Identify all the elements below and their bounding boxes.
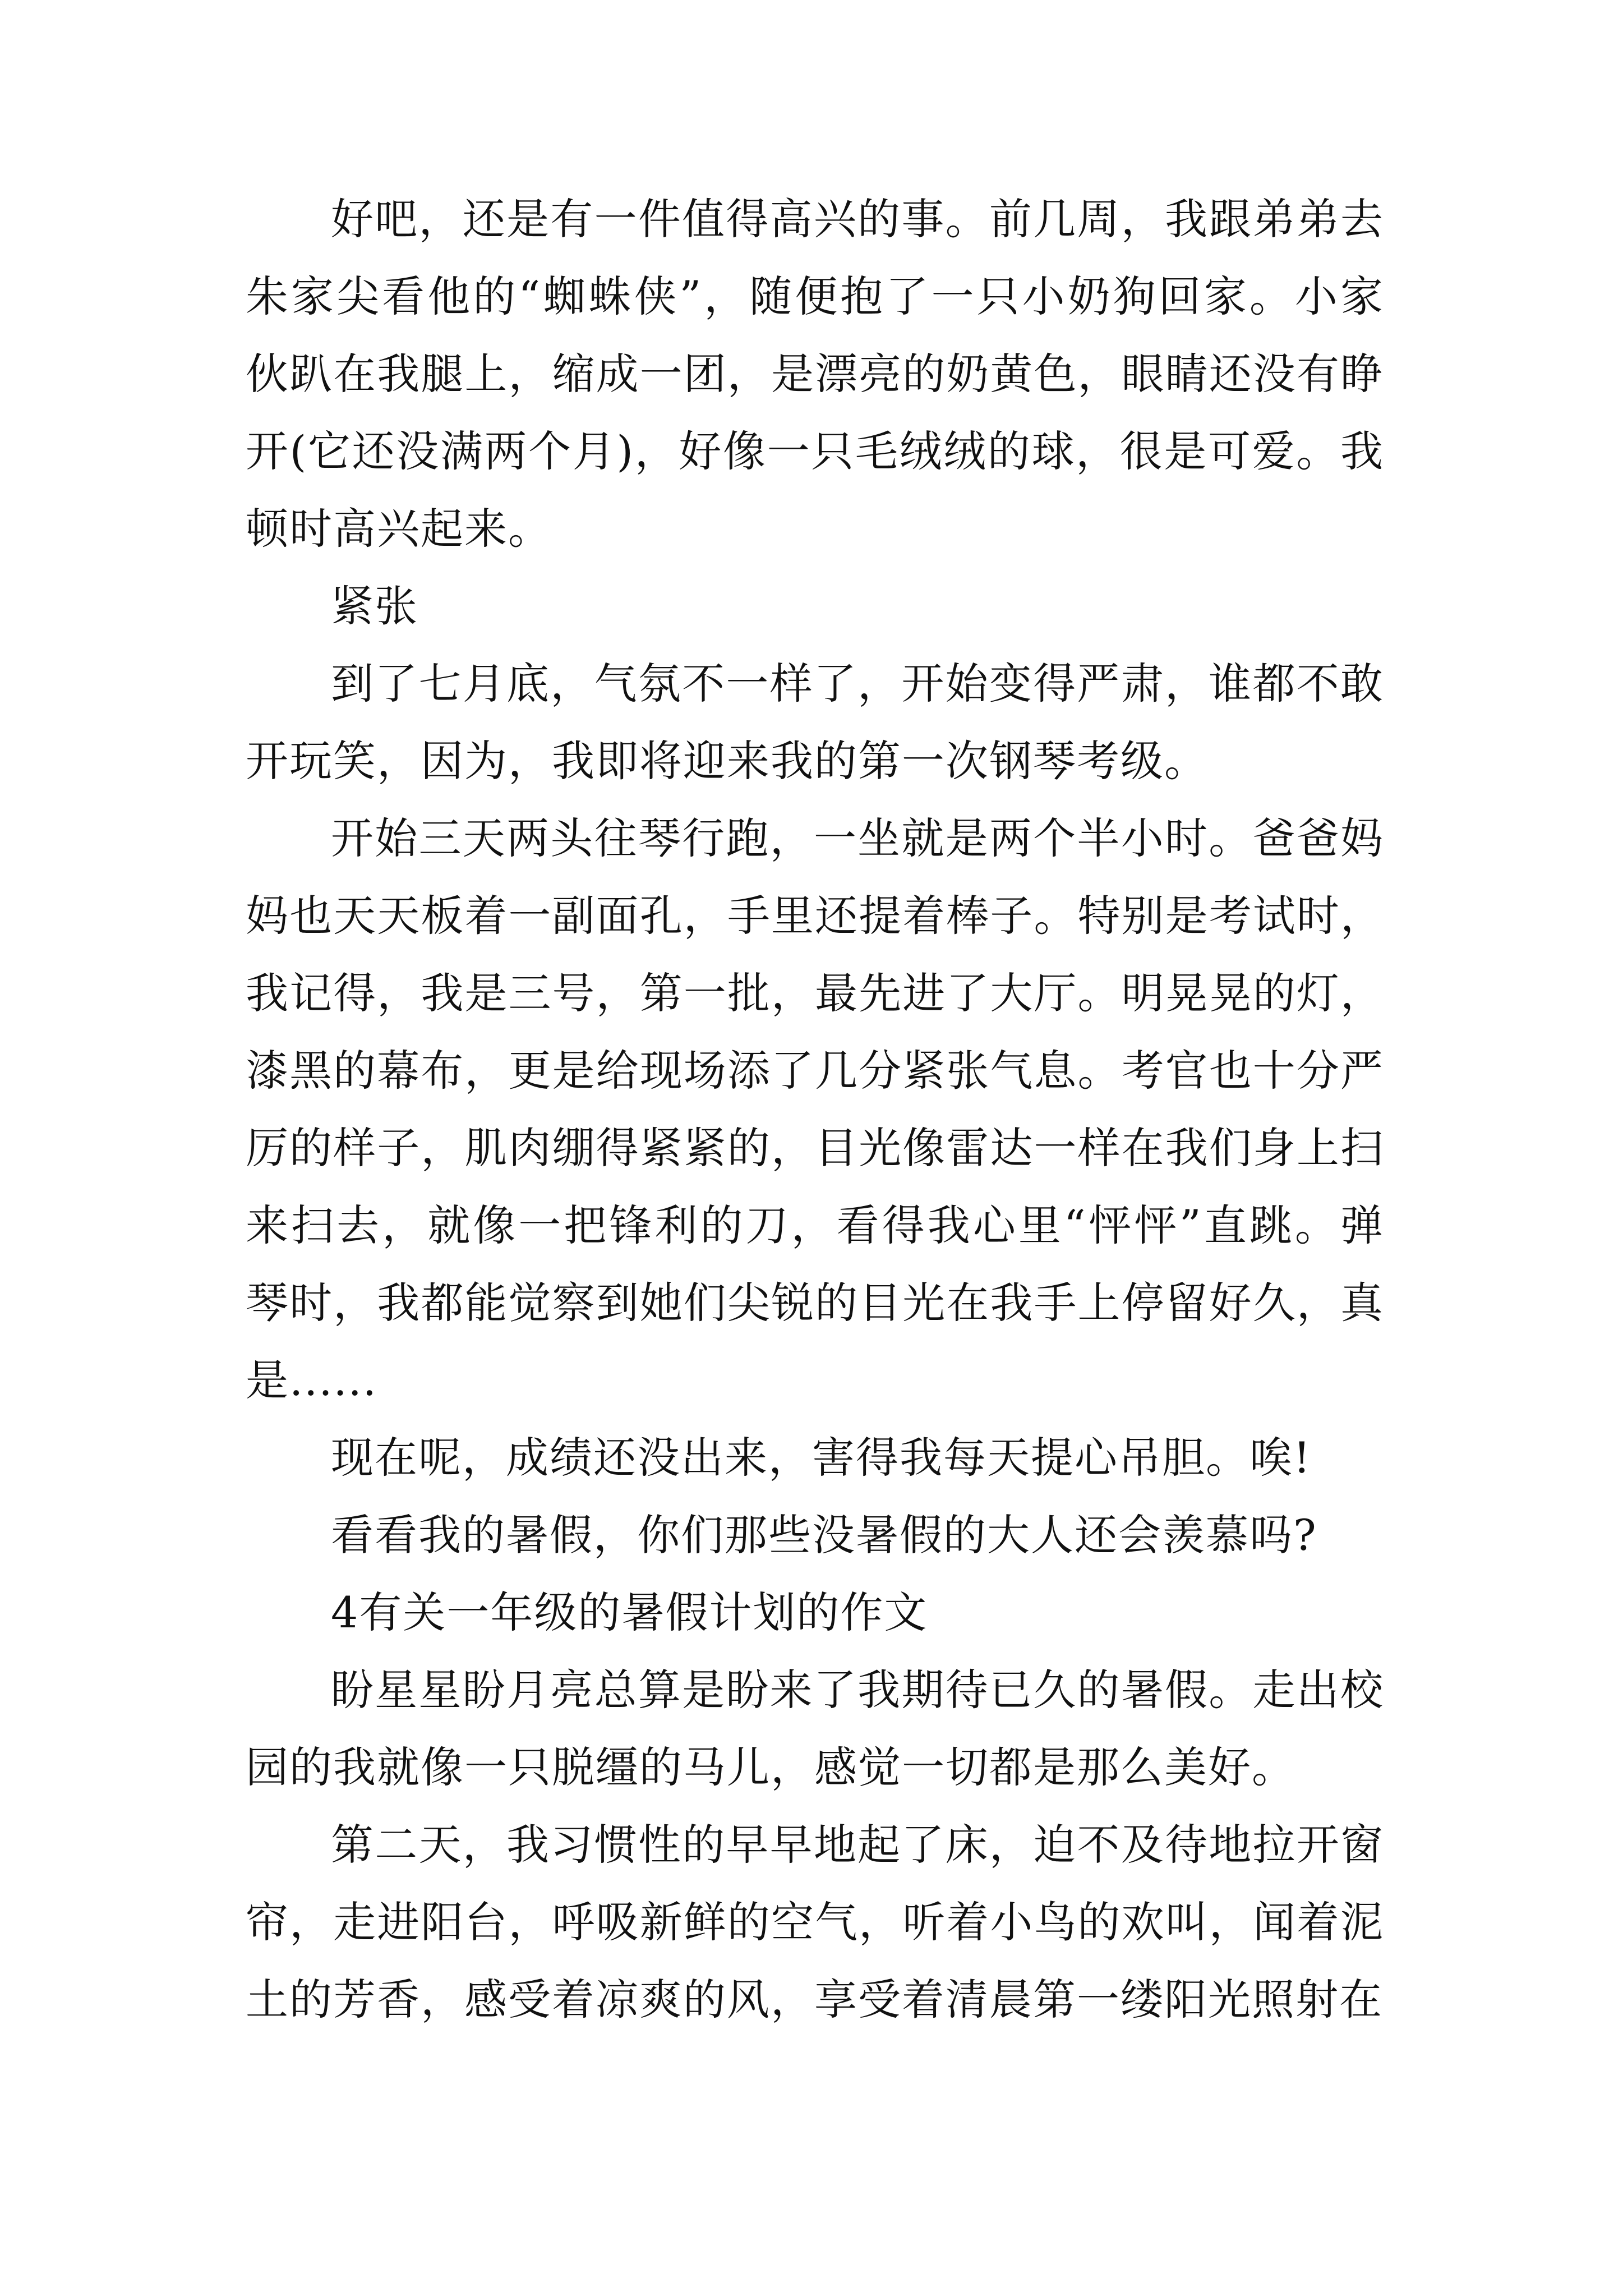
paragraph-summer-arrived: 盼星星盼月亮总算是盼来了我期待已久的暑假。走出校园的我就像一只脱缰的马儿，感觉一切都是那么美好。 [246,1665,1384,1792]
paragraph-july-exam: 到了七月底，气氛不一样了，开始变得严肃，谁都不敢开玩笑，因为，我即将迎来我的第一次钢琴考级。 [246,659,1384,786]
document-body [246,181,1384,2039]
section-heading-nervous: 紧张 [331,581,418,631]
paragraph-morning: 第二天，我习惯性的早早地起了床，迫不及待地拉开窗帘，走进阳台，呼吸新鲜的空气，听着小鸟的欢叫，闻着泥土的芳香，感受着凉爽的风，享受着清晨第一缕阳光照射在 [246,1820,1384,2024]
paragraph-envy-question: 看看我的暑假，你们那些没暑假的大人还会羡慕吗? [331,1510,1317,1560]
paragraph-waiting-results: 现在呢，成绩还没出来，害得我每天提心吊胆。唉! [331,1433,1312,1483]
paragraph-happy-puppy: 好吧，还是有一件值得高兴的事。前几周，我跟弟弟去朱家尖看他的“蜘蛛侠”，随便抱了一只小奶狗回家。小家伙趴在我腿上，缩成一团，是漂亮的奶黄色，眼睛还没有睁开(它还没满两个月)，好像一只毛绒绒的球，很是可爱。我顿时高兴起来。 [246,194,1384,554]
paragraph-piano-exam: 开始三天两头往琴行跑，一坐就是两个半小时。爸爸妈妈也天天板着一副面孔，手里还提着棒子。特别是考试时，我记得，我是三号，第一批，最先进了大厅。明晃晃的灯，漆黑的幕布，更是给现场添了几分紧张气息。考官也十分严厉的样子，肌肉绷得紧紧的，目光像雷达一样在我们身上扫来扫去，就像一把锋利的刀，看得我心里“怦怦”直跳。弹琴时，我都能觉察到她们尖锐的目光在我手上停留好久，真是...... [246,813,1384,1405]
essay-title-4: 4有关一年级的暑假计划的作文 [331,1588,928,1637]
